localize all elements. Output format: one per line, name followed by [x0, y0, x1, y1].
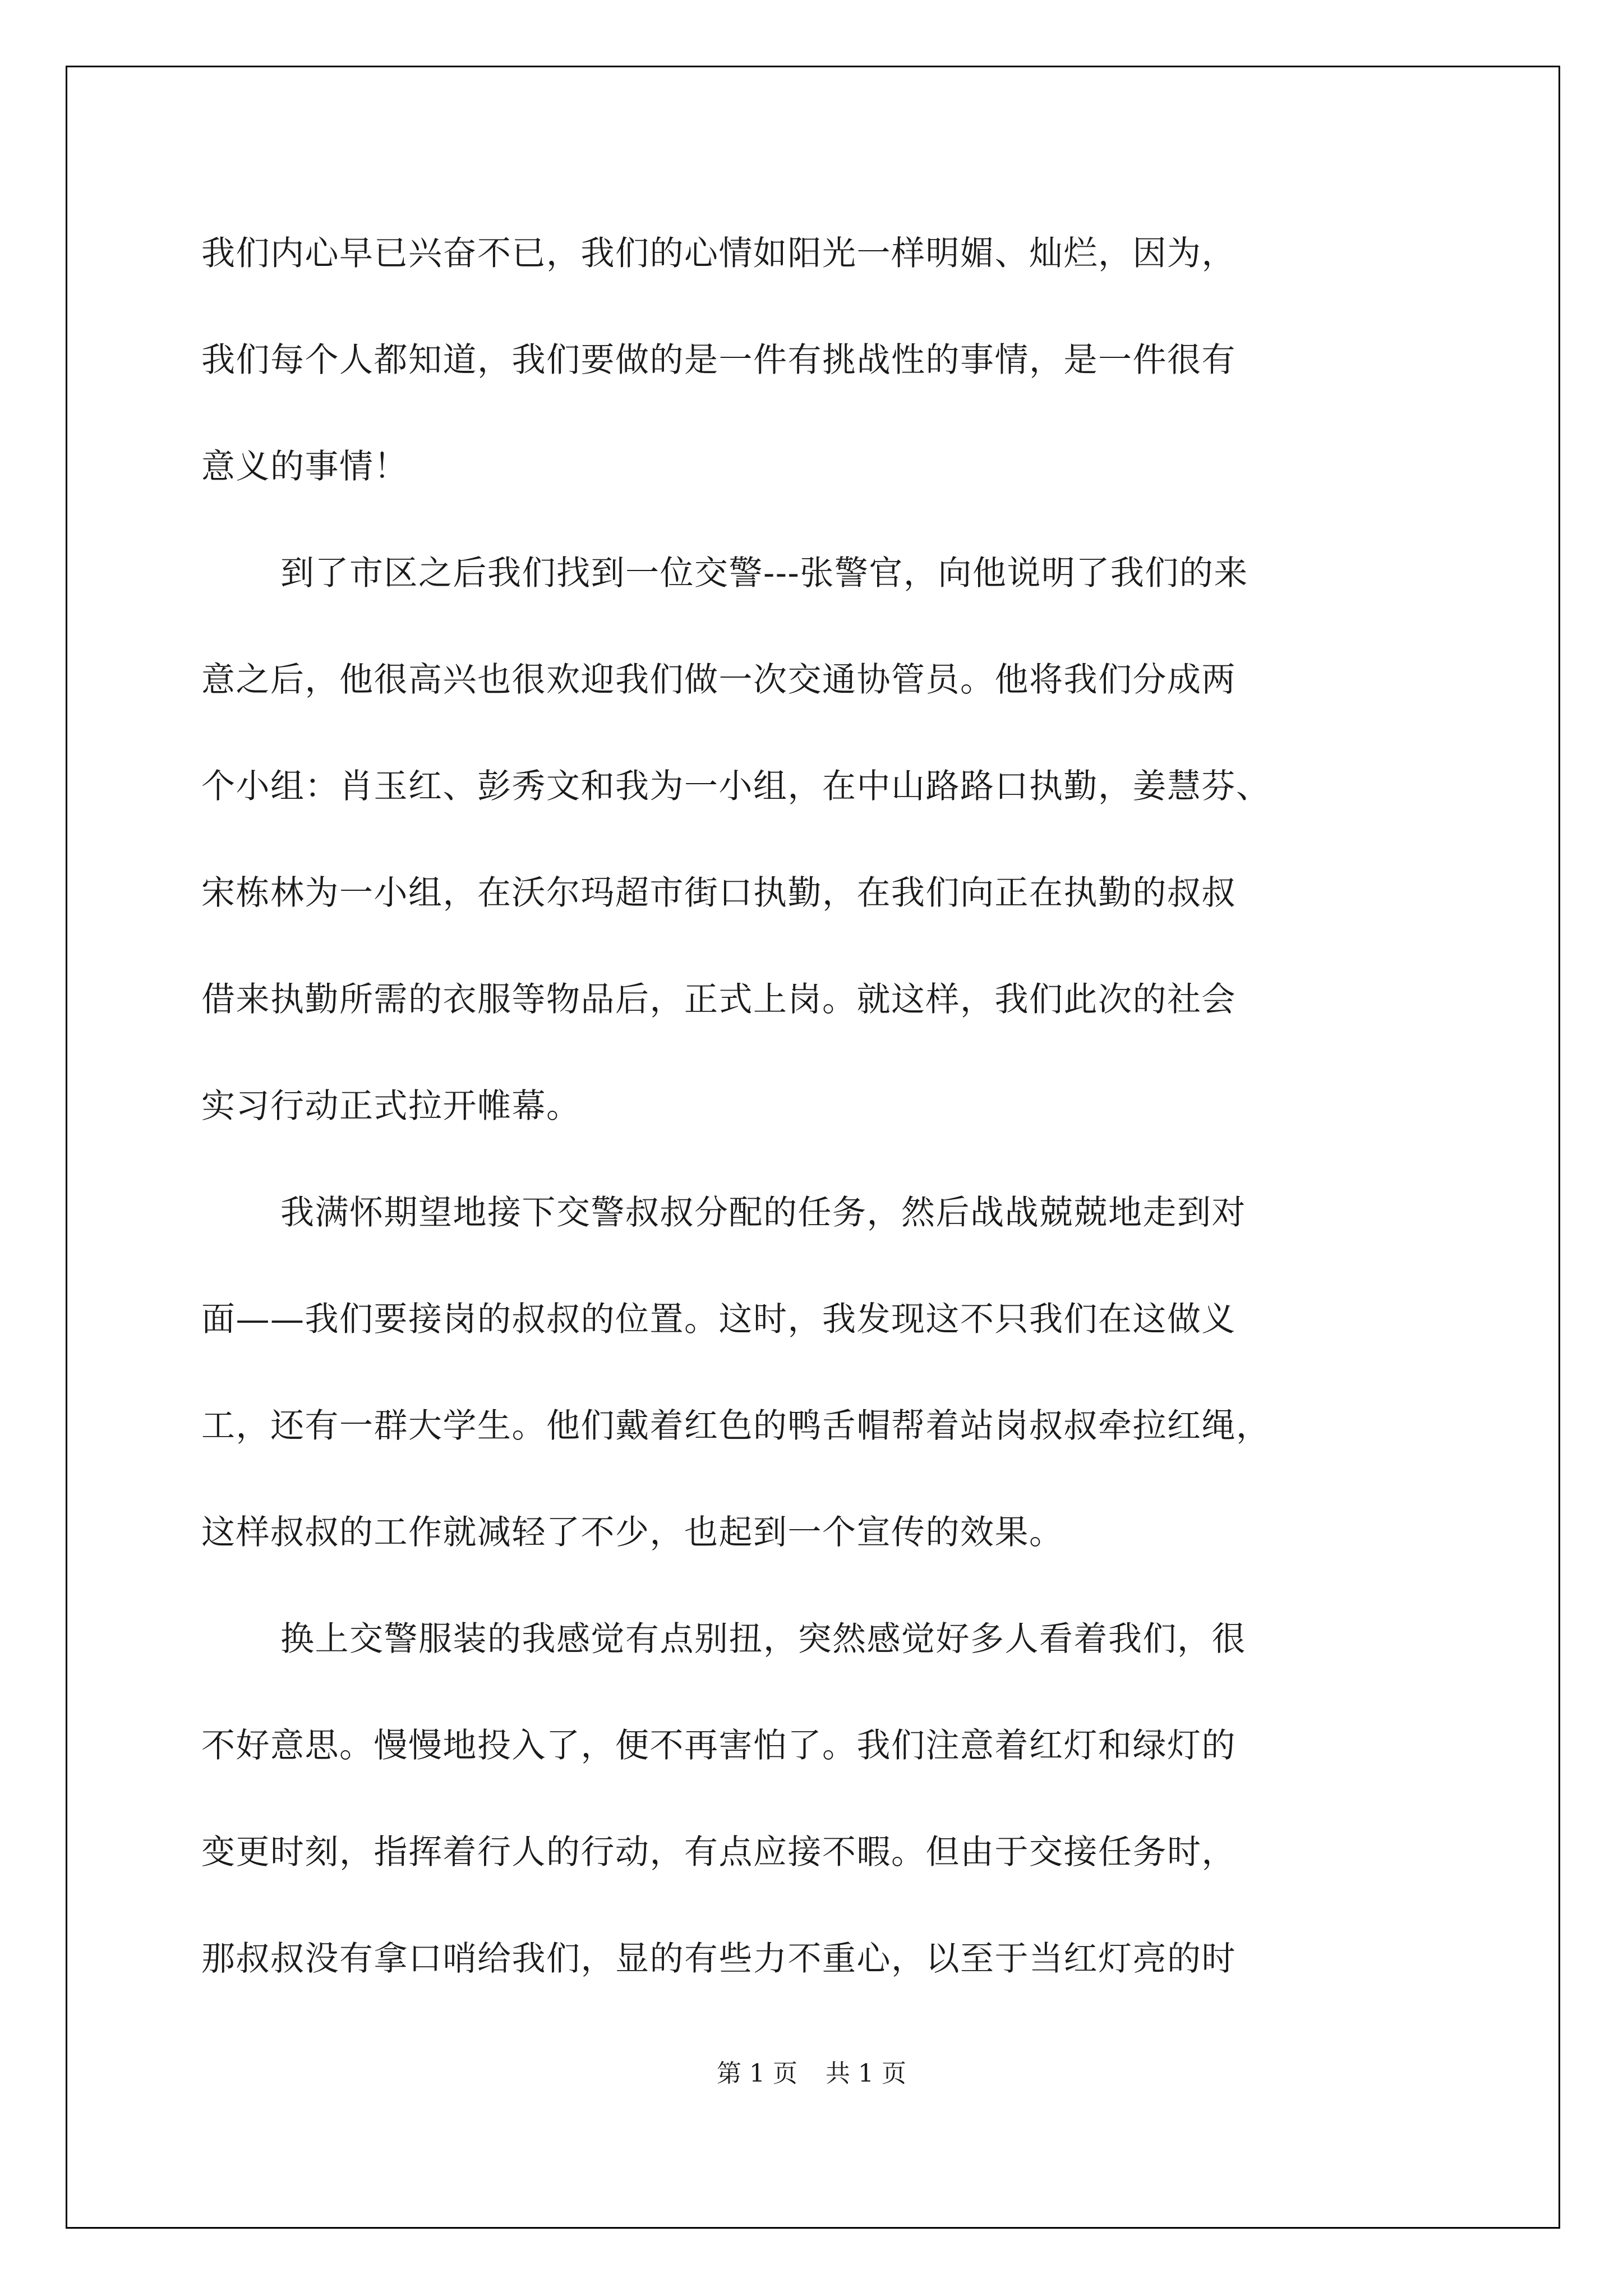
text-line: 变更时刻，指挥着行人的行动，有点应接不暇。但由于交接任务时，: [201, 1833, 1236, 1872]
text-line: 宋栋林为一小组，在沃尔玛超市街口执勤，在我们向正在执勤的叔叔: [201, 873, 1236, 913]
text-line: 到了市区之后我们找到一位交警---张警官，向他说明了我们的来: [280, 554, 1248, 593]
text-line: 这样叔叔的工作就减轻了不少，也起到一个宣传的效果。: [201, 1513, 1064, 1552]
page-frame: [66, 66, 1560, 2229]
text-line: 意之后，他很高兴也很欢迎我们做一次交通协管员。他将我们分成两: [201, 660, 1236, 700]
text-line: 我们内心早已兴奋不已，我们的心情如阳光一样明媚、灿烂，因为，: [201, 234, 1236, 273]
page-total: 共 1 页: [826, 2059, 906, 2088]
text-line: 借来执勤所需的衣服等物品后，正式上岗。就这样，我们此次的社会: [201, 980, 1236, 1019]
text-line: 实习行动正式拉开帷幕。: [201, 1087, 581, 1126]
text-line: 意义的事情！: [201, 447, 408, 486]
page-footer: [0, 2057, 1623, 2091]
text-line: 不好意思。慢慢地投入了，便不再害怕了。我们注意着红灯和绿灯的: [201, 1726, 1236, 1765]
text-line: 面——我们要接岗的叔叔的位置。这时，我发现这不只我们在这做义: [201, 1300, 1236, 1339]
text-line: 个小组：肖玉红、彭秀文和我为一小组，在中山路路口执勤，姜慧芬、: [201, 767, 1271, 806]
page-number: 第 1 页: [717, 2059, 797, 2088]
text-line: 工，还有一群大学生。他们戴着红色的鸭舌帽帮着站岗叔叔牵拉红绳，: [201, 1406, 1271, 1446]
text-line: 我们每个人都知道，我们要做的是一件有挑战性的事情，是一件很有: [201, 341, 1236, 380]
text-line: 那叔叔没有拿口哨给我们，显的有些力不重心，以至于当红灯亮的时: [201, 1939, 1236, 1978]
text-line: 我满怀期望地接下交警叔叔分配的任务，然后战战兢兢地走到对: [280, 1193, 1246, 1232]
text-line: 换上交警服装的我感觉有点别扭，突然感觉好多人看着我们，很: [280, 1619, 1246, 1659]
